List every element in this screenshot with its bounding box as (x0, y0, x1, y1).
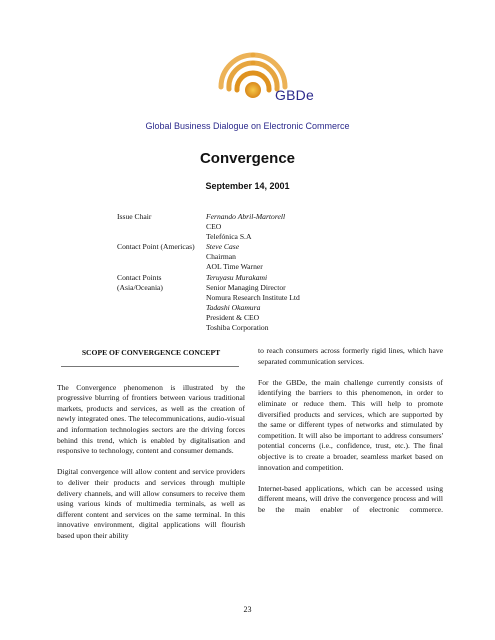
right-column (258, 346, 443, 526)
contact-role: Issue Chair (117, 212, 152, 221)
contact-entry (117, 242, 300, 272)
contact-company: Nomura Research Institute Ltd (206, 292, 300, 302)
contact-name: Steve Case (206, 242, 240, 252)
contact-company: AOL Time Warner (206, 262, 263, 272)
contact-details (206, 242, 263, 272)
contact-name: Tadashi Okamura (206, 302, 261, 312)
document-title: Convergence (199, 150, 296, 167)
contact-company: Toshiba Corporation (206, 323, 269, 333)
body-paragraph: For the GBDe, the main challenge currently consists of identifying the barriers to this phenomenon, in order to eliminate or reduce them. This will help to promote diversified products and services, which are supported by the same or different types of networks and stimulated by competition. It will also be important to address consumers' potential concerns (i.e., confidence, trust, etc.). The final objective is to create a broader, seamless market based on innovation and competition. (258, 377, 443, 472)
contact-entry (117, 273, 300, 334)
left-column (57, 345, 245, 552)
body-paragraph: The Convergence phenomenon is illustrated by the progressive blurring of frontiers between various traditional markets, products and services, as well as the creation of newly integrated ones. The telecommunications, audio-visual and information technologies sectors are the driving forces behind this trend, which is enabled by digitalisation and responsive to technology, content and consumer demands. (57, 382, 245, 456)
contact-entry (117, 212, 300, 242)
contact-name: Teruyasu Murakami (206, 272, 268, 282)
contact-role: Contact Points (Asia/Oceania) (117, 272, 163, 292)
gbde-logo-mark (203, 43, 303, 115)
body-paragraph: Internet-based applications, which can be accessed using different means, will drive the convergence process and will be the main enabler of electronic commerce. (258, 483, 443, 514)
section-divider (61, 366, 239, 367)
contact-name: Fernando Abril-Martorell (206, 212, 286, 221)
logo-wordmark: GBDe (275, 87, 314, 103)
contact-position: Chairman (206, 252, 236, 262)
gbde-logo (203, 43, 303, 115)
contacts-block (117, 212, 300, 333)
contact-position: CEO (206, 222, 222, 232)
organization-name: Global Business Dialogue on Electronic Commerce (145, 121, 350, 131)
contact-details (206, 212, 285, 242)
contact-position: Senior Managing Director (206, 282, 286, 292)
contact-company: Telefónica S.A (206, 232, 252, 242)
section-heading: SCOPE OF CONVERGENCE CONCEPT (81, 348, 221, 357)
contact-details (206, 273, 300, 334)
body-paragraph: to reach consumers across formerly rigid lines, which have separated communication services. (258, 346, 443, 366)
contact-role: Contact Point (Americas) (117, 242, 195, 252)
page-number: 23 (243, 605, 252, 614)
body-paragraph: Digital convergence will allow content and service providers to deliver their products and services through multiple delivery channels, and will allow consumers to receive them using various kinds of multimedia terminals, as well as different content and services on the same terminal. In this innovative environment, digital applications will flourish based upon their ability (57, 467, 245, 540)
document-date: September 14, 2001 (205, 181, 290, 191)
contact-position: President & CEO (206, 312, 260, 322)
